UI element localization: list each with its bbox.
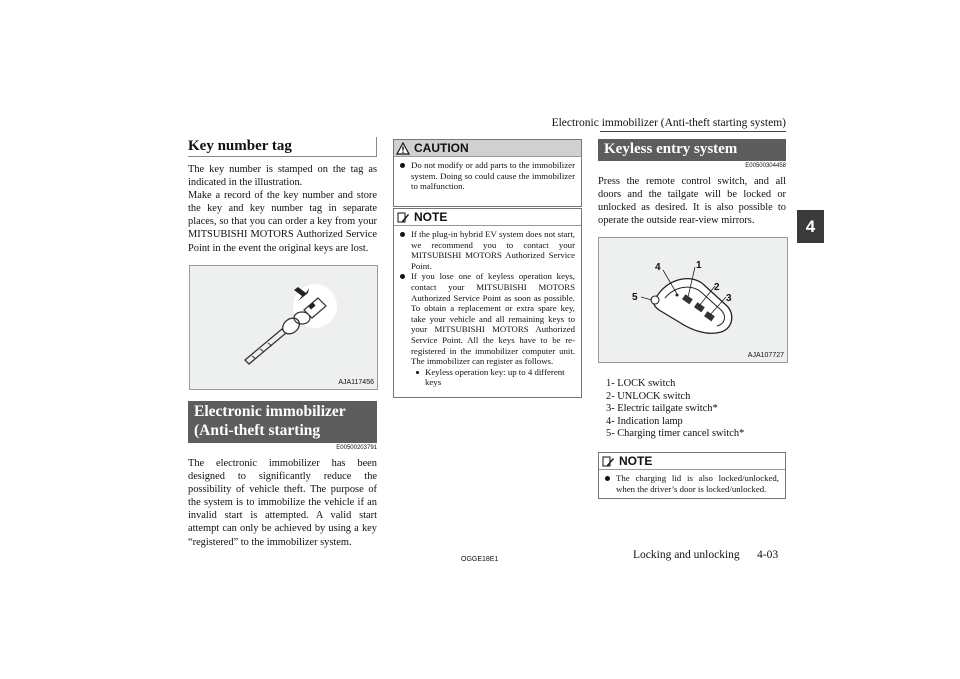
- caution-label: CAUTION: [414, 141, 469, 155]
- callout-3: 3: [726, 293, 732, 304]
- key-tag-figure: [189, 265, 378, 390]
- note-box-1: [393, 208, 582, 398]
- keyless-text: Press the remote control switch, and all doors and the tailgate will be locked or unlocked as desired. It is also possible to operate the outside rear-view mirrors.: [598, 176, 786, 227]
- note-sub-item: Keyless operation key: up to 4 different keys: [411, 367, 575, 388]
- callout-1: 1: [696, 260, 702, 271]
- keyless-entry-heading: Keyless entry system: [598, 139, 786, 161]
- callout-legend: [606, 378, 786, 441]
- note-label-1: NOTE: [414, 210, 448, 224]
- key-tag-para-1: The key number is stamped on the tag as indicated in the illustration.: [188, 164, 377, 189]
- warning-triangle-icon: [396, 142, 410, 155]
- key-with-tag-illustration: [190, 266, 377, 389]
- note-item-2: If you lose one of keyless operation keys, contact your MITSUBISHI MOTORS Authorized Service Point as soon as possible. To obtain a replacement or extra spare key, take your vehicle and all remaining keys to your MITSUBISHI MOTORS Authorized Service Point. All the keys have to be re-registered in the immobilizer computer unit. The immobilizer can register as follows.: [398, 271, 575, 366]
- page-number: 4-03: [757, 549, 779, 561]
- immobilizer-heading-line-2: (Anti-theft starting system): [194, 422, 321, 458]
- legend-item: 4- Indication lamp: [606, 415, 683, 427]
- note-box-2: [598, 452, 786, 499]
- figure-code: AJA107727: [747, 352, 784, 359]
- figure-code: AJA117456: [338, 379, 374, 386]
- note-header-2: [599, 453, 785, 470]
- note-pencil-icon: [396, 211, 410, 224]
- key-tag-text: [188, 163, 377, 255]
- callout-5: 5: [632, 292, 638, 303]
- callout-4: 4: [655, 262, 661, 273]
- header-rule: [600, 131, 786, 132]
- key-tag-para-2: Make a record of the key number and store the key and key number tag in separate places, so that you can order a key from your MITSUBISHI MOTORS Authorized Service Point in the event the original keys are lost.: [188, 190, 377, 254]
- keyless-section-code: E00500304458: [745, 163, 786, 169]
- note-pencil-icon: [601, 455, 615, 468]
- legend-item: 2- UNLOCK switch: [606, 390, 691, 402]
- legend-item: 5- Charging timer cancel switch*: [606, 428, 745, 439]
- note-header-1: [394, 209, 581, 226]
- key-number-tag-heading: Key number tag: [188, 137, 377, 157]
- note-item-1: If the plug-in hybrid EV system does not start, we recommend you to contact your MITSUBISHI MOTORS Authorized Service Point.: [398, 229, 575, 271]
- immobilizer-heading-line-1: Electronic immobilizer: [194, 403, 346, 420]
- note-2-item: The charging lid is also locked/unlocked, when the driver’s door is locked/unlocked.: [603, 473, 779, 494]
- immobilizer-section-code: E00500203791: [336, 445, 377, 451]
- callout-2: 2: [714, 282, 720, 293]
- remote-key-illustration: [599, 238, 787, 362]
- caution-box: [393, 139, 582, 207]
- caution-header: [394, 140, 581, 157]
- caution-item: Do not modify or add parts to the immobilizer system. Doing so could cause the immobilizer to malfunction.: [398, 160, 575, 192]
- running-header: Electronic immobilizer (Anti-theft starting system): [551, 117, 786, 129]
- legend-item: 3- Electric tailgate switch*: [606, 403, 718, 414]
- footer-section-title: Locking and unlocking: [633, 549, 740, 561]
- immobilizer-text: The electronic immobilizer has been designed to significantly reduce the possibility of vehicle theft. The purpose of the system is to immobilize the vehicle if an invalid start is attempted. A valid start attempt can only be achieved by using a key “registered” to the immobilizer system.: [188, 458, 377, 548]
- remote-key-figure: [598, 237, 788, 363]
- chapter-tab: 4: [797, 210, 824, 243]
- document-code: OGGE18E1: [461, 556, 499, 563]
- note-label-2: NOTE: [619, 454, 653, 468]
- legend-item: 1- LOCK switch: [606, 378, 676, 389]
